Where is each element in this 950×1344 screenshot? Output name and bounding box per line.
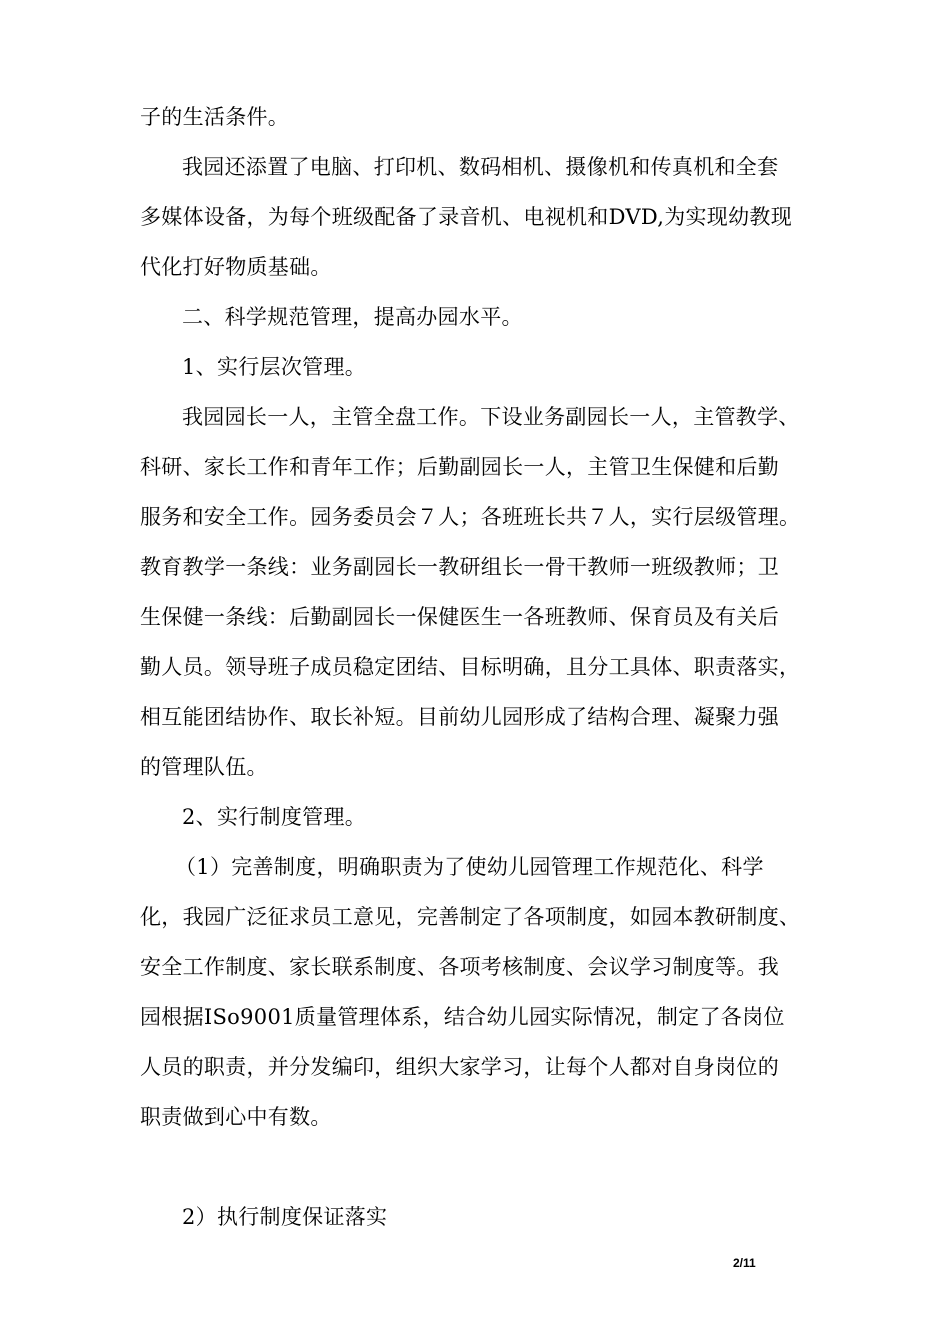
page-number: 2/11: [733, 1256, 756, 1270]
text-line: 科研、家长工作和青年工作；后勤副园长一人，主管卫生保健和后勤: [140, 455, 779, 479]
text-line: 我园园长一人，主管全盘工作。下设业务副园长一人，主管教学、: [182, 405, 800, 429]
subsection-heading: 1、实行层次管理。: [182, 355, 367, 379]
text-line: 安全工作制度、家长联系制度、各项考核制度、会议学习制度等。我: [140, 955, 779, 979]
text-line: 教育教学一条线：业务副园长一教研组长一骨干教师一班级教师；卫: [140, 555, 779, 579]
subsection-heading: 2、实行制度管理。: [182, 805, 367, 829]
text-line: 的管理队伍。: [140, 755, 268, 779]
text-line: 代化打好物质基础。: [140, 255, 332, 279]
text-line: 多媒体设备，为每个班级配备了录音机、电视机和DVD,为实现幼教现: [140, 205, 792, 229]
subsection-heading: 2）执行制度保证落实: [182, 1205, 388, 1229]
text-line: 职责做到心中有数。: [140, 1105, 332, 1129]
section-heading: 二、科学规范管理，提高办园水平。: [182, 305, 523, 329]
text-line: 我园还添置了电脑、打印机、数码相机、摄像机和传真机和全套: [182, 155, 779, 179]
text-line: 化，我园广泛征求员工意见，完善制定了各项制度，如园本教研制度、: [140, 905, 801, 929]
blank-line: [140, 1142, 820, 1192]
text-line: 生保健一条线：后勤副园长一保健医生一各班教师、保育员及有关后: [140, 605, 779, 629]
text-line: （1）完善制度，明确职责为了使幼儿园管理工作规范化、科学: [175, 855, 764, 879]
body-text: [140, 92, 820, 1242]
text-line: 相互能团结协作、取长补短。目前幼儿园形成了结构合理、凝聚力强: [140, 705, 779, 729]
text-line: 服务和安全工作。园务委员会７人；各班班长共７人，实行层级管理。: [140, 505, 801, 529]
text-line: 园根据ISo9001质量管理体系，结合幼儿园实际情况，制定了各岗位: [140, 1005, 785, 1029]
text-line: 人员的职责，并分发编印，组织大家学习，让每个人都对自身岗位的: [140, 1055, 779, 1079]
text-line: 勤人员。领导班子成员稳定团结、目标明确，且分工具体、职责落实，: [140, 655, 801, 679]
text-line: 子的生活条件。: [140, 105, 290, 129]
